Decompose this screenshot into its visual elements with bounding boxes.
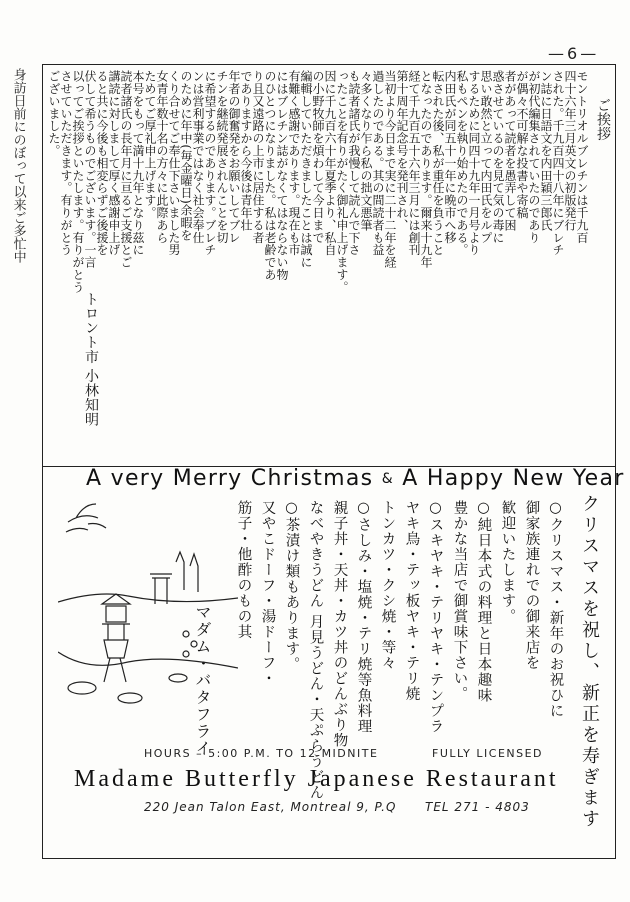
greeting-line: 編輯していただきましたことは誠に (299, 70, 313, 269)
greeting-line: モントリオルブレチンは千九百 (575, 70, 589, 244)
greeting-line: ためてご厚礼申上げます。 (143, 70, 157, 219)
advert-menu-line: ○純日本式の料理と日本趣味 (475, 500, 492, 703)
greeting-line: チンを継続発展されんことを切 (215, 70, 229, 244)
advert-menu-line: 筋子・他酢のもの其 (235, 500, 252, 640)
greeting-line: にはブレチン誌がなくてはならない物 (275, 70, 289, 281)
greeting-line: 講読に対しまして厚く感謝申上げ (107, 70, 121, 256)
greeting-line: 惑させているのを見て気の毒に (491, 70, 505, 244)
greeting-signature: トロント市 小林知明 (83, 292, 99, 427)
greeting-line: させていただきます。有りがとう (59, 70, 73, 256)
greeting-line: でありますから今後は青年壮 (239, 70, 253, 232)
greeting-line: 伏して希うものでございます。一言 (83, 70, 97, 269)
greeting-line: くり合せてご奉仕下さいました男 (167, 70, 181, 256)
advert-menu-line: ○茶漬け類もあります。 (283, 500, 300, 672)
greeting-line: 第十周年記念号を発刊され、 (395, 70, 409, 232)
greeting-line: が偶々不可解な投書や寄稿 (515, 70, 529, 219)
advert-menu-line: ○スキヤキ・テリヤキ・テンプラ (427, 500, 444, 734)
advert-menu-line: ヤキ鳥・テッ板ヤキ・テリ焼 (403, 500, 420, 702)
greeting-line: 四十六年三月英文の初版発行 (563, 70, 577, 232)
greeting-line: 以ってご挨拶といたします。有りがとう (71, 70, 85, 294)
advert-menu-line: なべやきうどん 月見うどん・天ぷらうどん (307, 500, 324, 801)
garden-lantern-illustration (58, 492, 238, 722)
advert-menu-line: ○さしみ・塩焼・テリ焼等魚料理 (355, 500, 372, 734)
holiday-headline (86, 466, 625, 491)
advert-menu-line: 又やこドーフ・湯ドーフ・ (259, 500, 276, 686)
restaurant-telephone: TEL 271 - 4803 (425, 800, 530, 814)
headline-part1: A very Merry Christmas (86, 466, 374, 491)
greeting-line: 有難く感謝であります。現在も市 (287, 70, 301, 256)
restaurant-name: Madame Butterfly Japanese Restaurant (74, 766, 559, 792)
greeting-title: ご挨拶 (595, 98, 611, 142)
greeting-line: 当初より今日まで実に二十二年を経 (383, 70, 397, 269)
restaurant-address: 220 Jean Talon East, Montreal 9, P.Q (144, 800, 397, 814)
advert-menu-line: 歓迎いたします。 (499, 500, 516, 624)
license-note: FULLY LICENSED (432, 747, 544, 760)
greeting-line: 読者諸氏の長年月に亘るご支援とご (119, 70, 133, 269)
margin-note: 身訪日前にのぼって以来ご多忙中 (10, 68, 26, 263)
greeting-line: に希望するのであります。ブレチ (203, 70, 217, 256)
advert-menu-line: 御家族連れでの御来店を (523, 500, 540, 671)
greeting-line: の小野牧師を煩わして今日まで (311, 70, 325, 244)
opening-hours: HOURS – 5:00 P.M. TO 12 MIDNITE (144, 747, 379, 760)
advert-menu-line: トンカツ・クシ焼・等々 (379, 500, 396, 671)
greeting-line: 思い敢然と立って内田氏をルプ (479, 70, 493, 244)
greeting-line: 本号をもって満十九年となり茲に (131, 70, 145, 256)
greeting-line: 経て千九百五十六年三月には創刊 (407, 70, 421, 256)
greeting-line: 内田氏が同五十一年に晩市へ移 (443, 70, 457, 244)
greeting-line: 因に千九百六十年夏季より、私自 (323, 70, 337, 256)
greeting-line: された。千九百四十八年にブレチ (551, 70, 565, 256)
greeting-line: 私もペンを執り始めたのである。 (455, 70, 469, 256)
greeting-line: 々多くなり乍ら私の拙文悪筆 (359, 70, 373, 232)
greeting-line: 者があって読者を愚弄して困 (503, 70, 517, 232)
greeting-line: ンは営利事業ではなく社会奉仕 (191, 70, 205, 244)
greeting-line: 女青年数十名の方々に此際あら (155, 70, 169, 244)
greeting-line: ると共に今後も相変らずご後援を (95, 70, 109, 256)
advert-menu-line: 親子丼・天丼・カツ丼のどんぶり物 (331, 500, 348, 748)
advert-menu-line: 豊かな当店で御賞味下さい。 (451, 500, 468, 702)
greeting-line: となったのであります。爾来十九年 (419, 70, 433, 269)
greeting-line: ございました。 (47, 70, 61, 157)
advert-menu-line: ○クリスマス・新年のお祝ひに (547, 500, 564, 719)
greeting-line: 年者の御奮発をお願いしてブレ (227, 70, 241, 244)
greeting-line: り且又遠路の上市に居住する者 (251, 70, 265, 244)
greeting-line: するために同四十九年一月号より (467, 70, 481, 256)
greeting-line: も読者諸氏が我慢して読んで下さ (347, 70, 361, 256)
page-number: — 6 — (548, 44, 618, 63)
greeting-line: ったことを有りがたく御礼申上げます。 (335, 70, 349, 294)
advert-signature: マダム・バタフライ (193, 604, 212, 757)
greeting-line: 過したのである。其の間読者も益 (371, 70, 385, 256)
headline-part2: A Happy New Year (402, 466, 625, 491)
greeting-line: 転された後、私が重任を負うこと (431, 70, 445, 256)
greeting-line: ン誌に日語文を内田穎三郎氏 (539, 70, 553, 232)
advert-greeting: クリスマスを祝し、新正を寿ぎます (579, 494, 600, 830)
greeting-line: のために年中(毎金曜日)余暇を (179, 70, 193, 242)
greeting-line: のひとつになりました。私は老齢であ (263, 70, 277, 281)
headline-ampersand: & (381, 471, 394, 487)
greeting-line: が初代編集されていたのであり (527, 70, 541, 244)
